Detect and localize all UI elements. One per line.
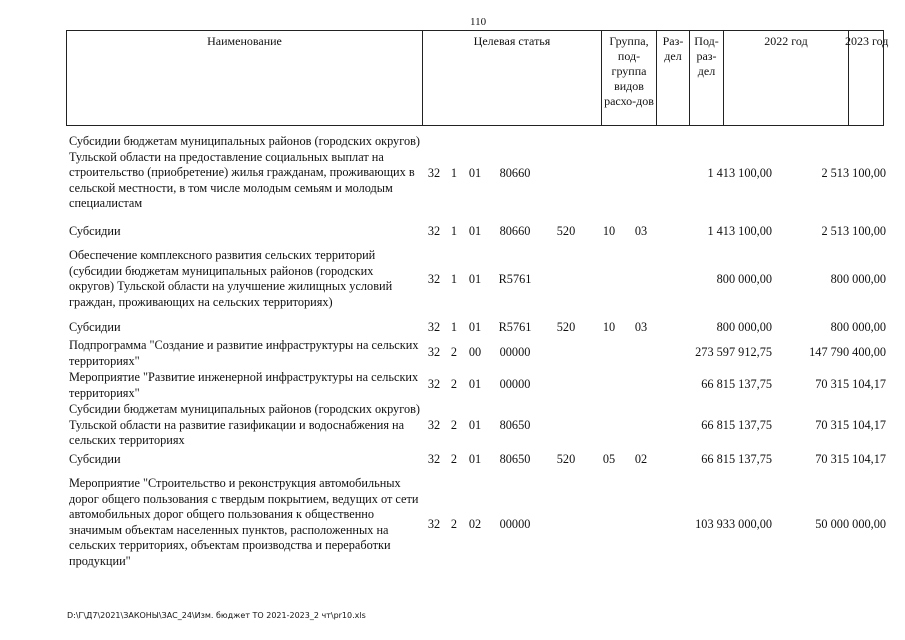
- cell-name: Субсидии бюджетам муниципальных районов (городских округов) Тульской области на развитие газификации и водоснабжения на сельских территориях: [69, 402, 420, 448]
- table-header: [66, 30, 889, 126]
- cell-name: Обеспечение комплексного развития сельских территорий (субсидии бюджетам муниципальных районов (городских округов) Тульской области на улучшение жилищных условий граждан, проживающих на сельских территориях): [69, 248, 393, 309]
- cell-c: 01: [468, 377, 482, 391]
- cell-y2023: 147 790 400,00: [809, 345, 886, 359]
- cell-b: 1: [450, 166, 458, 180]
- cell-d: 00000: [499, 377, 531, 391]
- cell-d: R5761: [498, 272, 532, 286]
- cell-d: 80650: [499, 418, 531, 432]
- cell-a: 32: [427, 418, 441, 432]
- cell-y2022: 66 815 137,75: [701, 418, 772, 432]
- cell-name: Подпрограмма "Создание и развитие инфраструктуры на сельских территориях": [69, 338, 419, 368]
- cell-b: 1: [450, 224, 458, 238]
- cell-b: 2: [450, 377, 458, 391]
- cell-b: 2: [450, 452, 458, 466]
- header-subsection: Под-раз-дел: [690, 31, 724, 125]
- table-row: [0, 452, 905, 468]
- cell-b: 2: [450, 345, 458, 359]
- table-row: [0, 338, 905, 368]
- cell-y2022: 273 597 912,75: [695, 345, 772, 359]
- cell-group: 520: [556, 452, 576, 466]
- header-2023: 2023 год: [845, 34, 889, 48]
- cell-d: 80660: [499, 166, 531, 180]
- cell-name: Субсидии: [69, 452, 121, 466]
- cell-y2022: 1 413 100,00: [707, 224, 772, 238]
- cell-c: 01: [468, 320, 482, 334]
- table-row: [0, 370, 905, 400]
- cell-y2023: 70 315 104,17: [815, 377, 886, 391]
- cell-y2022: 1 413 100,00: [707, 166, 772, 180]
- table-row: [0, 320, 905, 336]
- cell-y2023: 2 513 100,00: [821, 224, 886, 238]
- cell-y2022: 103 933 000,00: [695, 517, 772, 531]
- cell-name: Субсидии: [69, 320, 121, 334]
- cell-a: 32: [427, 166, 441, 180]
- cell-a: 32: [427, 272, 441, 286]
- cell-c: 01: [468, 452, 482, 466]
- cell-subsection: 03: [634, 224, 648, 238]
- cell-y2023: 800 000,00: [830, 320, 886, 334]
- cell-y2023: 70 315 104,17: [815, 418, 886, 432]
- header-section: Раз-дел: [657, 31, 690, 125]
- cell-c: 00: [468, 345, 482, 359]
- cell-c: 01: [468, 166, 482, 180]
- cell-d: 80650: [499, 452, 531, 466]
- page-number: 110: [470, 16, 487, 28]
- cell-a: 32: [427, 452, 441, 466]
- cell-section: 10: [602, 320, 616, 334]
- cell-d: 00000: [499, 345, 531, 359]
- cell-y2023: 70 315 104,17: [815, 452, 886, 466]
- cell-y2022: 66 815 137,75: [701, 452, 772, 466]
- cell-a: 32: [427, 517, 441, 531]
- cell-name: Мероприятие "Развитие инженерной инфраструктуры на сельских территориях": [69, 370, 419, 400]
- cell-a: 32: [427, 320, 441, 334]
- cell-y2023: 50 000 000,00: [815, 517, 886, 531]
- cell-c: 01: [468, 272, 482, 286]
- cell-y2023: 2 513 100,00: [821, 166, 886, 180]
- cell-c: 01: [468, 418, 482, 432]
- header-group: Группа, под-группа видов расхо-дов: [602, 31, 657, 125]
- cell-name: Субсидии бюджетам муниципальных районов (городских округов) Тульской области на предоставление социальных выплат на строительство (приобретение) жилья гражданам, проживающих в сельской местности, в том числе молодым семьям и молодым специалистам: [69, 134, 420, 211]
- cell-name: Субсидии: [69, 224, 121, 238]
- cell-y2022: 800 000,00: [716, 320, 772, 334]
- cell-b: 2: [450, 517, 458, 531]
- cell-b: 2: [450, 418, 458, 432]
- header-name: Наименование: [67, 31, 423, 125]
- cell-a: 32: [427, 224, 441, 238]
- header-target: Целевая статья: [423, 31, 602, 125]
- cell-group: 520: [556, 224, 576, 238]
- cell-c: 02: [468, 517, 482, 531]
- cell-d: 80660: [499, 224, 531, 238]
- header-2022: 2022 год: [724, 31, 849, 125]
- cell-y2023: 800 000,00: [830, 272, 886, 286]
- cell-section: 05: [602, 452, 616, 466]
- table-row: [0, 248, 905, 312]
- cell-a: 32: [427, 377, 441, 391]
- cell-d: 00000: [499, 517, 531, 531]
- table-row: [0, 134, 905, 214]
- cell-b: 1: [450, 272, 458, 286]
- table-row: [0, 476, 905, 574]
- cell-subsection: 03: [634, 320, 648, 334]
- table-row: [0, 224, 905, 240]
- table-row: [0, 402, 905, 450]
- cell-group: 520: [556, 320, 576, 334]
- cell-subsection: 02: [634, 452, 648, 466]
- cell-b: 1: [450, 320, 458, 334]
- cell-c: 01: [468, 224, 482, 238]
- cell-y2022: 800 000,00: [716, 272, 772, 286]
- cell-section: 10: [602, 224, 616, 238]
- file-path-footer: D:\Г\Д7\2021\ЗАКОНЫ\ЗАС_24\Изм. бюджет ТО 2021-2023_2 чт\pr10.xls: [67, 611, 366, 620]
- cell-name: Мероприятие "Строительство и реконструкция автомобильных дорог общего пользования с твердым покрытием, ведущих от сети автомобильных дорог общего пользования к общественно значимым объектам населенных пунктов, расположенных на сельских территориях, объектам производства и переработки продукции": [69, 476, 419, 568]
- cell-d: R5761: [498, 320, 532, 334]
- cell-a: 32: [427, 345, 441, 359]
- cell-y2022: 66 815 137,75: [701, 377, 772, 391]
